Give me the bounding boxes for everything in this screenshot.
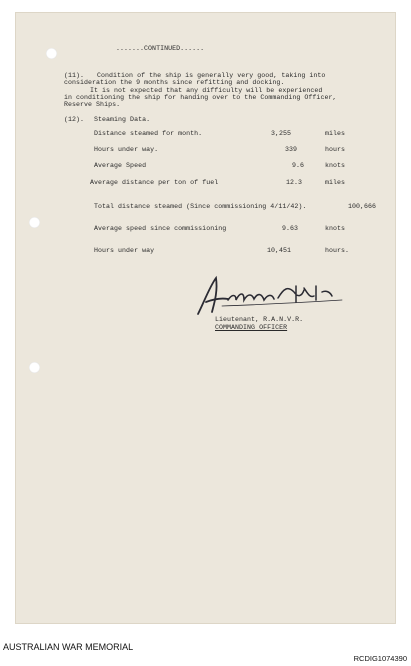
- hours-total-value: 10,451: [267, 247, 292, 254]
- data-row-unit: knots: [325, 162, 346, 169]
- para11-line: It is not expected that any difficulty will be experienced: [90, 87, 323, 94]
- para11-line: consideration the 9 months since refitting and docking.: [64, 79, 285, 86]
- para11-line: in conditioning the ship for handing over to the Commanding Officer,: [64, 94, 337, 101]
- para11-number: (11).: [64, 72, 85, 79]
- handwritten-signature: [192, 272, 352, 322]
- data-row-value: 3,255: [271, 130, 292, 137]
- data-row-label: Average Speed: [94, 162, 147, 169]
- data-row-unit: hours: [325, 146, 346, 153]
- hours-total-unit: hours.: [325, 247, 350, 254]
- punch-hole: [29, 217, 40, 228]
- steaming-data-heading: Steaming Data.: [94, 116, 151, 123]
- archive-institution-label: AUSTRALIAN WAR MEMORIAL: [3, 642, 134, 652]
- continued-heading: .......CONTINUED......: [116, 45, 205, 52]
- data-row-label: Average distance per ton of fuel: [90, 179, 219, 186]
- avg-speed-value: 9.63: [282, 225, 299, 232]
- signatory-rank: Lieutenant, R.A.N.V.R.: [215, 316, 304, 323]
- data-row-label: Hours under way.: [94, 146, 159, 153]
- data-row-value: 339: [285, 146, 298, 153]
- punch-hole: [46, 48, 57, 59]
- catalogue-id-label: RCDIG1074390: [353, 654, 407, 663]
- avg-speed-unit: knots: [325, 225, 346, 232]
- para11-line: Reserve Ships.: [64, 101, 121, 108]
- data-row-value: 9.6: [292, 162, 305, 169]
- para12-number: (12).: [64, 116, 85, 123]
- signatory-title: COMMANDING OFFICER: [215, 324, 288, 331]
- total-distance-value: 100,666: [348, 203, 377, 210]
- hours-total-label: Hours under way: [94, 247, 155, 254]
- punch-hole: [29, 362, 40, 373]
- data-row-unit: miles: [325, 179, 346, 186]
- data-row-label: Distance steamed for month.: [94, 130, 203, 137]
- data-row-value: 12.3: [286, 179, 303, 186]
- data-row-unit: miles: [325, 130, 346, 137]
- para11-line: Condition of the ship is generally very good, taking into: [97, 72, 326, 79]
- avg-speed-label: Average speed since commissioning: [94, 225, 227, 232]
- total-distance-label: Total distance steamed (Since commissioning 4/11/42).: [94, 203, 307, 210]
